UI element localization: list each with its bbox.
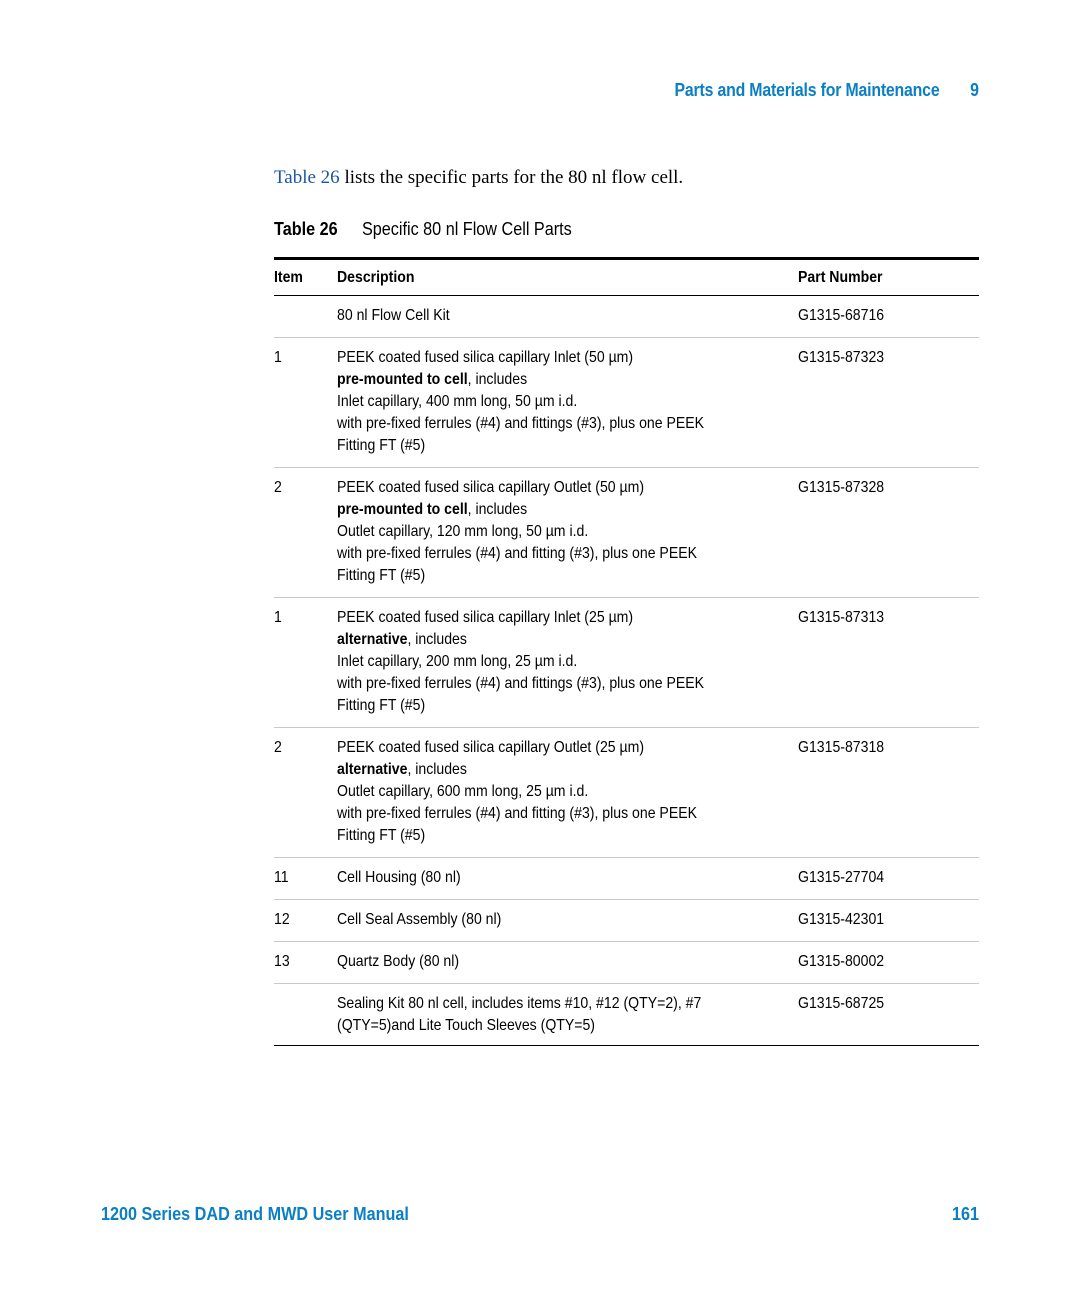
description-text: Fitting FT (#5) [337, 567, 426, 584]
description-line [337, 305, 743, 327]
description-line [337, 477, 743, 499]
part-number-cell: G1315-80002 [798, 942, 979, 984]
description-line [337, 909, 743, 931]
description-line [337, 803, 743, 825]
description-line [337, 737, 743, 759]
column-header-item: Item [274, 259, 337, 296]
description-line [337, 867, 743, 889]
table-row [274, 858, 979, 900]
table-cross-reference-link[interactable]: Table 26 [274, 167, 340, 188]
table-row [274, 942, 979, 984]
description-text: Fitting FT (#5) [337, 697, 426, 714]
description-line [337, 413, 743, 435]
description-line [337, 391, 743, 413]
table-row [274, 728, 979, 858]
description-line [337, 695, 743, 717]
description-cell [337, 942, 798, 984]
part-number-cell: G1315-27704 [798, 858, 979, 900]
description-line [337, 521, 743, 543]
column-header-description: Description [337, 259, 798, 296]
description-cell [337, 598, 798, 728]
description-emphasis: alternative [337, 631, 408, 648]
description-emphasis: pre-mounted to cell [337, 371, 468, 388]
description-line [337, 651, 743, 673]
description-text: Sealing Kit 80 nl cell, includes items #10, #12 (QTY=2), #7 [337, 995, 702, 1012]
part-number-cell: G1315-68725 [798, 995, 885, 1012]
description-cell [337, 900, 798, 942]
description-text: PEEK coated fused silica capillary Outlet (25 µm) [337, 739, 645, 756]
footer-manual-title: 1200 Series DAD and MWD User Manual [101, 1204, 409, 1224]
description-cell [337, 984, 798, 1046]
description-text: Outlet capillary, 120 mm long, 50 µm i.d. [337, 523, 589, 540]
description-cell [337, 728, 798, 858]
description-text: Outlet capillary, 600 mm long, 25 µm i.d. [337, 783, 589, 800]
description-text: , includes [467, 501, 528, 518]
description-text: , includes [407, 761, 467, 778]
header-section-title: Parts and Materials for Maintenance [674, 80, 940, 100]
description-line [337, 543, 743, 565]
description-line [337, 673, 743, 695]
description-text: with pre-fixed ferrules (#4) and fittings (#3), plus one PEEK [337, 415, 705, 432]
header-chapter-number: 9 [970, 80, 979, 100]
description-text: , includes [467, 371, 528, 388]
table-caption-title: Specific 80 nl Flow Cell Parts [361, 219, 572, 239]
part-number-cell: G1315-68716 [798, 296, 979, 338]
description-text: Cell Seal Assembly (80 nl) [337, 911, 502, 928]
item-cell: 12 [274, 900, 337, 942]
table-row [274, 338, 979, 468]
description-line [337, 369, 743, 391]
description-cell [337, 468, 798, 598]
table-row [274, 598, 979, 728]
description-line [337, 781, 743, 803]
description-text: with pre-fixed ferrules (#4) and fitting (#3), plus one PEEK [337, 545, 698, 562]
table-row [274, 296, 979, 338]
table-row [274, 984, 979, 1046]
description-line [337, 629, 743, 651]
item-cell [274, 984, 337, 1046]
description-line [337, 499, 743, 521]
part-number-cell: G1315-42301 [798, 900, 979, 942]
description-text: Fitting FT (#5) [337, 437, 426, 454]
description-line [337, 759, 743, 781]
description-cell [337, 296, 798, 338]
description-text: Inlet capillary, 400 mm long, 50 µm i.d. [337, 393, 578, 410]
item-cell: 11 [274, 858, 337, 900]
description-text: with pre-fixed ferrules (#4) and fittings (#3), plus one PEEK [337, 675, 705, 692]
description-text: Fitting FT (#5) [337, 827, 426, 844]
item-cell: 2 [274, 728, 337, 858]
description-text: with pre-fixed ferrules (#4) and fitting (#3), plus one PEEK [337, 805, 698, 822]
item-cell: 1 [274, 338, 337, 468]
description-text: PEEK coated fused silica capillary Outlet (50 µm) [337, 479, 645, 496]
intro-text: lists the specific parts for the 80 nl flow cell. [339, 167, 684, 188]
item-cell [274, 296, 337, 338]
description-text: 80 nl Flow Cell Kit [337, 307, 450, 324]
part-number-cell: G1315-87313 [798, 598, 979, 728]
part-number-cell: G1315-87318 [798, 728, 979, 858]
description-text: (QTY=5)and Lite Touch Sleeves (QTY=5) [337, 1017, 596, 1034]
description-text: PEEK coated fused silica capillary Inlet (50 µm) [337, 349, 634, 366]
intro-paragraph [274, 167, 683, 189]
footer-page-number: 161 [951, 1204, 979, 1224]
description-line [337, 607, 743, 629]
part-number-cell: G1315-87328 [798, 468, 979, 598]
description-emphasis: pre-mounted to cell [337, 501, 468, 518]
description-line [337, 565, 743, 587]
description-emphasis: alternative [337, 761, 408, 778]
column-header-part-number: Part Number [798, 259, 979, 296]
parts-table [274, 257, 979, 1046]
table-row [274, 900, 979, 942]
table-caption-label: Table 26 [274, 219, 338, 239]
table-caption [274, 219, 572, 240]
description-line [337, 951, 743, 973]
description-text: Inlet capillary, 200 mm long, 25 µm i.d. [337, 653, 578, 670]
description-text: Cell Housing (80 nl) [337, 869, 461, 886]
description-line [337, 825, 743, 847]
description-text: PEEK coated fused silica capillary Inlet (25 µm) [337, 609, 634, 626]
item-cell: 2 [274, 468, 337, 598]
description-line [337, 347, 743, 369]
item-cell: 1 [274, 598, 337, 728]
table-row [274, 468, 979, 598]
description-line [337, 993, 743, 1015]
description-text: , includes [407, 631, 467, 648]
part-number-cell: G1315-87323 [798, 338, 979, 468]
description-cell [337, 338, 798, 468]
running-header [675, 80, 979, 101]
description-line [337, 435, 743, 457]
item-cell: 13 [274, 942, 337, 984]
description-line [337, 1015, 743, 1037]
description-text: Quartz Body (80 nl) [337, 953, 460, 970]
table-body [274, 296, 979, 1046]
description-cell [337, 858, 798, 900]
table-header-row [274, 259, 979, 296]
